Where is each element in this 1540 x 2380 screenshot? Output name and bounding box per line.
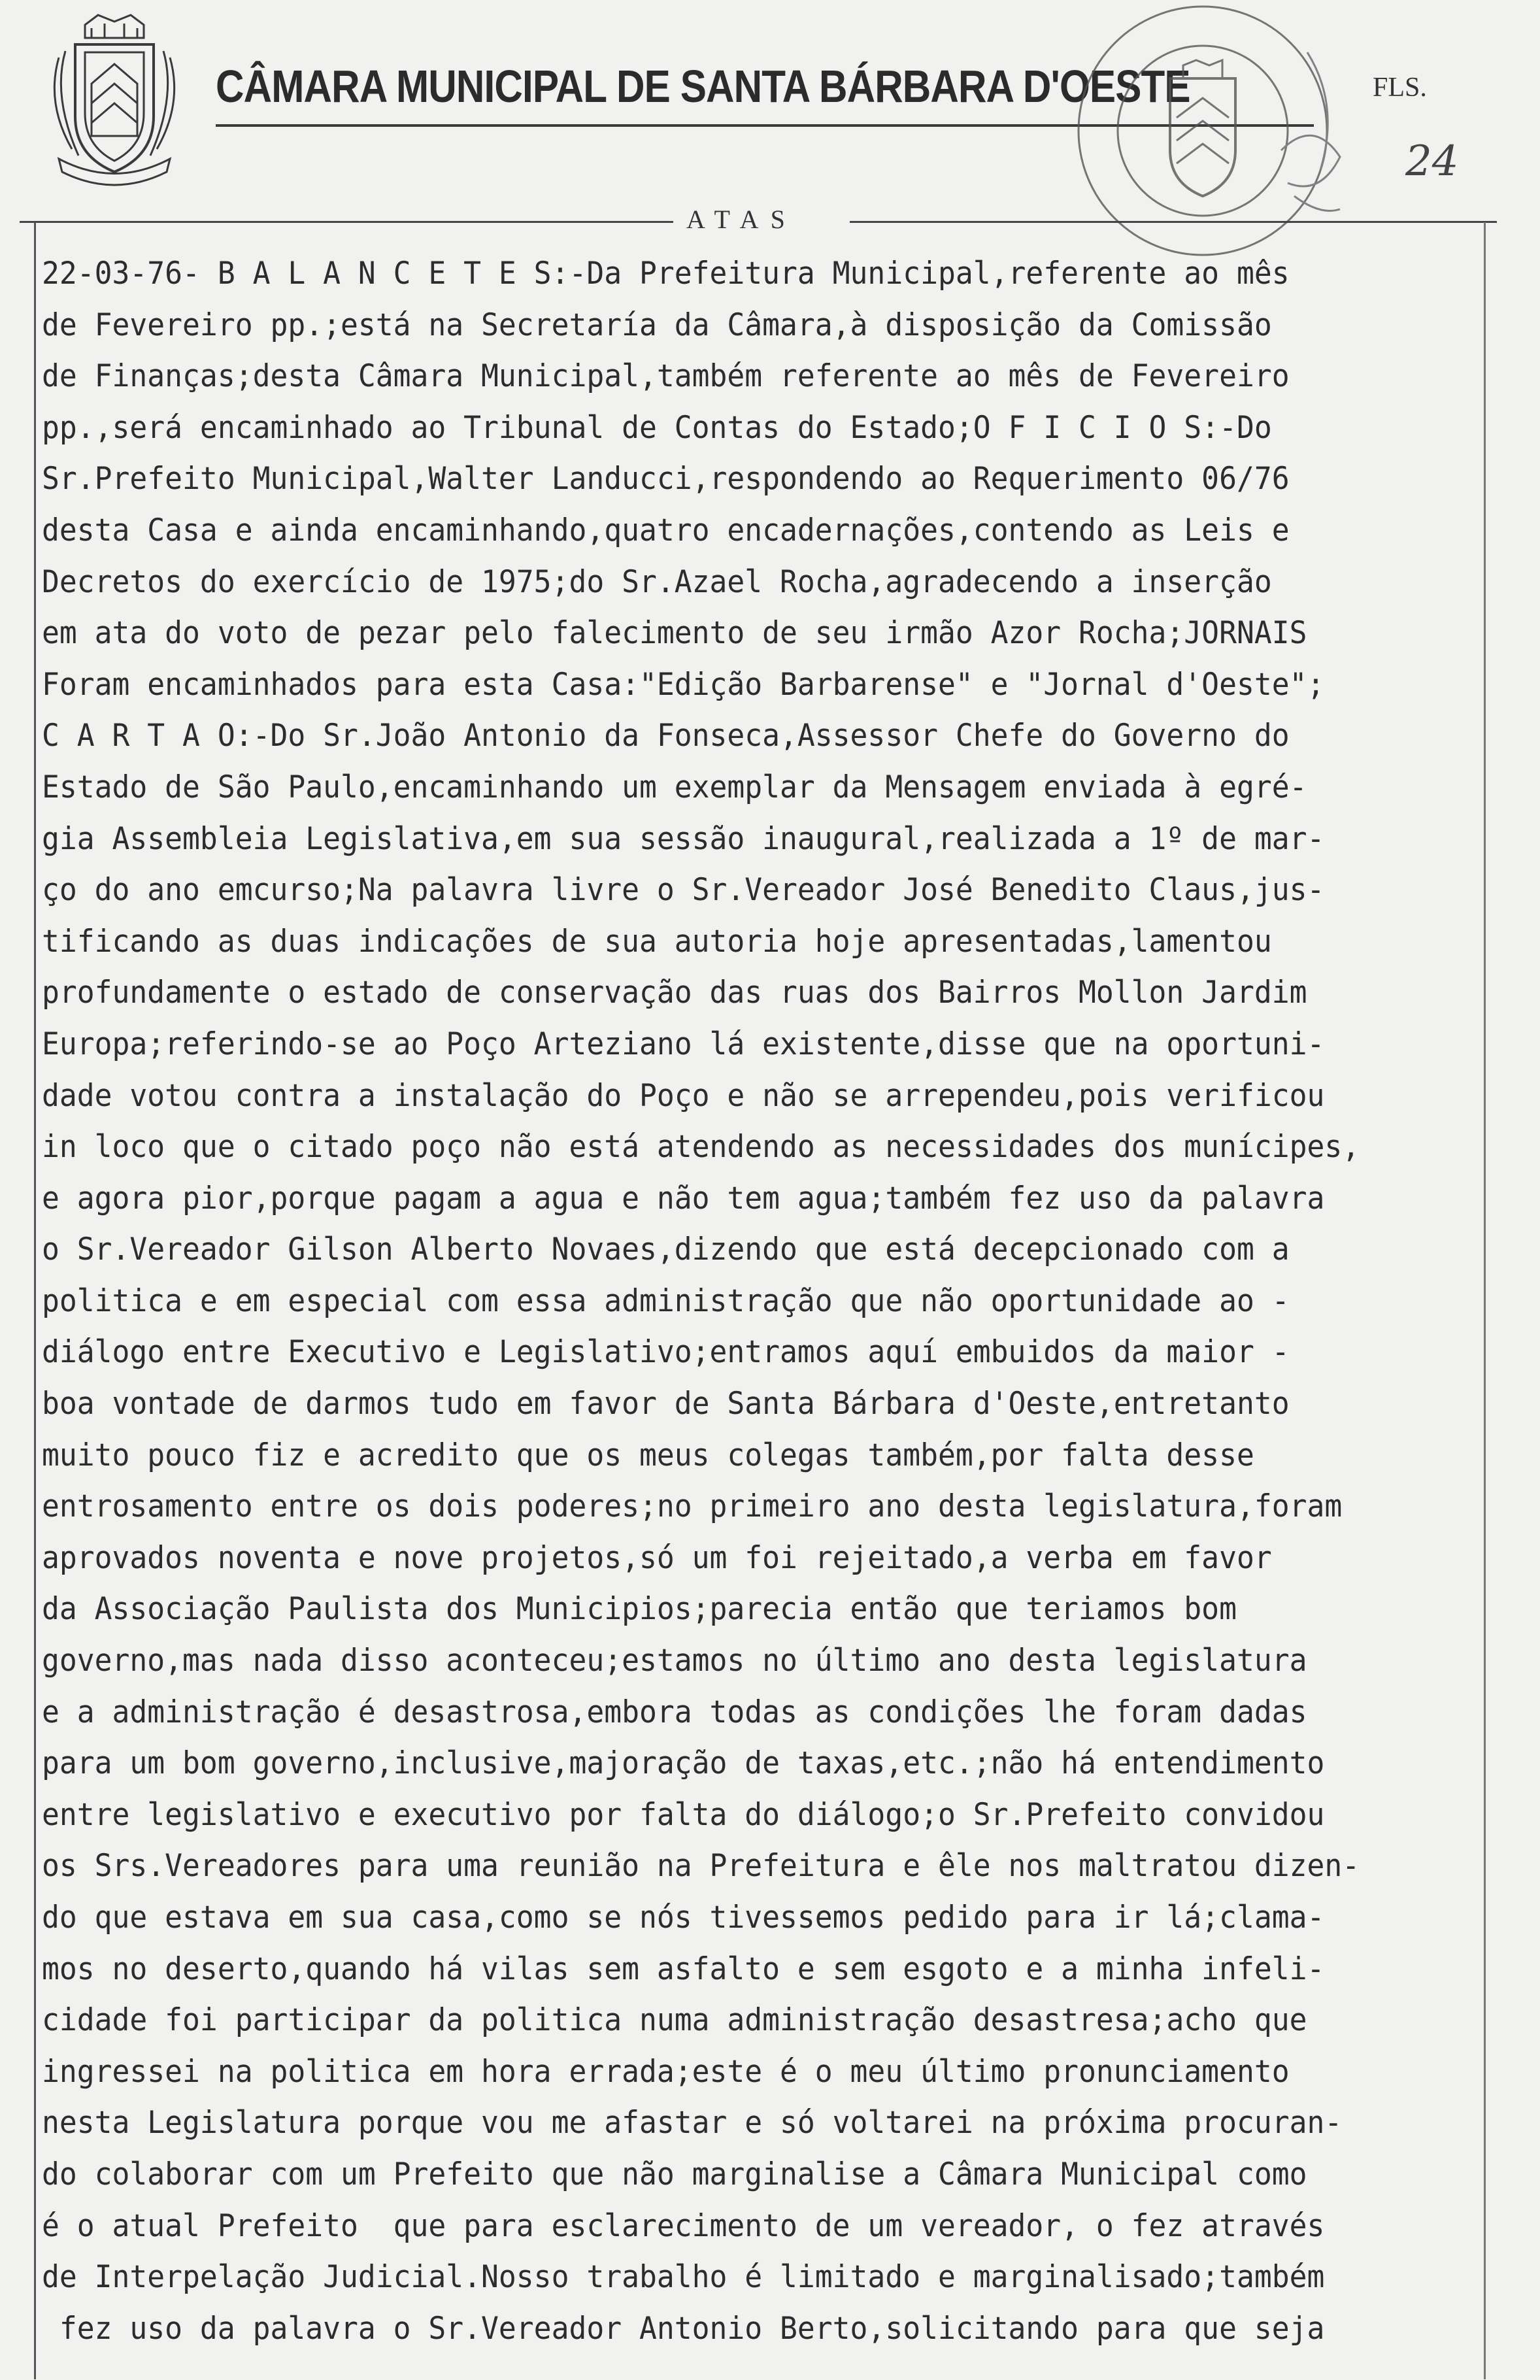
text-line — [42, 403, 1486, 454]
text-line-content: gia Assembleia Legislativa,em sua sessão inaugural,realizada a 1º de mar- — [42, 820, 1325, 857]
text-line — [42, 1327, 1486, 1379]
text-line-content: os Srs.Vereadores para uma reunião na Prefeitura e êle nos maltratou dizen- — [42, 1848, 1360, 1885]
text-line — [42, 2098, 1486, 2149]
section-title: ATAS — [686, 205, 797, 234]
text-line — [42, 2149, 1486, 2201]
section-rule-right — [850, 221, 1497, 223]
text-line-content: o Sr.Vereador Gilson Alberto Novaes,dizendo que está decepcionado com a — [42, 1232, 1290, 1268]
folio-number: 24 — [1405, 137, 1459, 186]
text-line-content: muito pouco fiz e acredito que os meus colegas também,por falta desse — [42, 1437, 1254, 1473]
text-line-content: in loco que o citado poço não está atendendo as necessidades dos munícipes, — [42, 1129, 1360, 1165]
text-line — [42, 1019, 1486, 1071]
text-line — [42, 2304, 1486, 2355]
text-line-content: Estado de São Paulo,encaminhando um exemplar da Mensagem enviada à egré- — [42, 769, 1307, 805]
text-line-content: fez uso da palavra o Sr.Vereador Antonio Berto,solicitando para que seja — [42, 2310, 1325, 2347]
text-line — [42, 505, 1486, 557]
text-line — [42, 1481, 1486, 1533]
text-line-content: é o atual Prefeito que para esclarecimento de um vereador, o fez através — [42, 2207, 1325, 2244]
text-line — [42, 814, 1486, 865]
text-line — [42, 660, 1486, 711]
text-line-content: ço do ano emcurso;Na palavra livre o Sr.Vereador José Benedito Claus,jus- — [42, 872, 1325, 909]
text-line-content: politica e em especial com essa administração que não oportunidade ao - — [42, 1282, 1290, 1319]
text-line — [42, 967, 1486, 1019]
text-line — [42, 711, 1486, 762]
text-line-content: cidade foi participar da politica numa administração desastresa;acho que — [42, 2002, 1307, 2039]
text-line-content: aprovados noventa e nove projetos,só um foi rejeitado,a verba em favor — [42, 1539, 1272, 1576]
text-line — [42, 1892, 1486, 1944]
text-line-content: pp.,será encaminhado ao Tribunal de Contas do Estado;O F I C I O S:-Do — [42, 409, 1272, 446]
text-line — [42, 1276, 1486, 1328]
text-line — [42, 300, 1486, 352]
municipal-crest-icon — [39, 12, 190, 188]
folio-label: FLS. — [1373, 73, 1427, 103]
text-line-content: dade votou contra a instalação do Poço e não se arrependeu,pois verificou — [42, 1077, 1325, 1114]
text-line-content: nesta Legislatura porque vou me afastar e só voltarei na próxima procuran- — [42, 2105, 1343, 2141]
text-line-content: em ata do voto de pezar pelo falecimento de seu irmão Azor Rocha;JORNAIS — [42, 615, 1307, 652]
official-stamp-icon — [1033, 0, 1373, 275]
text-line-content: do colaborar com um Prefeito que não marginalise a Câmara Municipal como — [42, 2156, 1307, 2192]
text-line-content: 22-03-76- B A L A N C E T E S:-Da Prefeitura Municipal,referente ao mês — [42, 256, 1290, 292]
text-line-content: Foram encaminhados para esta Casa:"Edição Barbarense" e "Jornal d'Oeste"; — [42, 666, 1325, 703]
text-line-content: desta Casa e ainda encaminhando,quatro encadernações,contendo as Leis e — [42, 512, 1290, 548]
text-line — [42, 2047, 1486, 2098]
text-line — [42, 608, 1486, 660]
text-line — [42, 351, 1486, 403]
text-line — [42, 916, 1486, 968]
text-line-content: de Interpelação Judicial.Nosso trabalho é limitado e marginalisado;também — [42, 2259, 1325, 2296]
text-line-content: profundamente o estado de conservação das ruas dos Bairros Mollon Jardim — [42, 975, 1307, 1011]
section-rule-left — [20, 221, 673, 223]
text-line — [42, 762, 1486, 814]
text-line-content: Europa;referindo-se ao Poço Arteziano lá existente,disse que na oportuni- — [42, 1026, 1325, 1062]
left-margin-rule — [34, 222, 36, 2379]
text-line-content: de Finanças;desta Câmara Municipal,também referente ao mês de Fevereiro — [42, 358, 1290, 395]
text-line — [42, 865, 1486, 916]
text-line — [42, 1584, 1486, 1635]
text-line — [42, 1533, 1486, 1584]
text-line-content: da Associação Paulista dos Municipios;parecia então que teriamos bom — [42, 1591, 1237, 1628]
text-line — [42, 1635, 1486, 1687]
text-line — [42, 1841, 1486, 1892]
text-line — [42, 1224, 1486, 1276]
text-line — [42, 1738, 1486, 1790]
text-line-content: ingressei na politica em hora errada;este é o meu último pronunciamento — [42, 2053, 1290, 2090]
text-line-content: entrosamento entre os dois poderes;no primeiro ano desta legislatura,foram — [42, 1488, 1343, 1525]
text-line-content: de Fevereiro pp.;está na Secretaría da Câmara,à disposição da Comissão — [42, 307, 1272, 343]
text-line — [42, 1173, 1486, 1225]
text-line — [42, 2252, 1486, 2304]
text-line — [42, 248, 1486, 300]
text-line — [42, 1995, 1486, 2047]
text-line-content: governo,mas nada disso aconteceu;estamos no último ano desta legislatura — [42, 1643, 1307, 1679]
text-line — [42, 454, 1486, 505]
text-line-content: do que estava em sua casa,como se nós tivessemos pedido para ir lá;clama- — [42, 1900, 1325, 1936]
text-line-content: e agora pior,porque pagam a agua e não tem agua;também fez uso da palavra — [42, 1180, 1325, 1216]
text-line-content: para um bom governo,inclusive,majoração de taxas,etc.;não há entendimento — [42, 1745, 1325, 1782]
text-line-content: C A R T A O:-Do Sr.João Antonio da Fonseca,Assessor Chefe do Governo do — [42, 718, 1290, 754]
text-line-content: Sr.Prefeito Municipal,Walter Landucci,respondendo ao Requerimento 06/76 — [42, 461, 1290, 497]
text-line-content: tificando as duas indicações de sua autoria hoje apresentadas,lamentou — [42, 923, 1272, 960]
text-line — [42, 1944, 1486, 1996]
text-line — [42, 1790, 1486, 1841]
text-line-content: diálogo entre Executivo e Legislativo;entramos aquí embuidos da maior - — [42, 1334, 1290, 1371]
minutes-body — [42, 248, 1486, 2355]
text-line — [42, 1379, 1486, 1430]
text-line — [42, 1430, 1486, 1482]
text-line-content: mos no deserto,quando há vilas sem asfalto e sem esgoto e a minha infeli- — [42, 1951, 1325, 1987]
text-line-content: e a administração é desastrosa,embora todas as condições lhe foram dadas — [42, 1694, 1307, 1730]
text-line-content: entre legislativo e executivo por falta do diálogo;o Sr.Prefeito convidou — [42, 1796, 1325, 1833]
text-line — [42, 1071, 1486, 1122]
text-line — [42, 2201, 1486, 2253]
text-line — [42, 557, 1486, 609]
header-title: CÂMARA MUNICIPAL DE SANTA BÁRBARA D'OESTE — [216, 61, 1190, 112]
text-line-content: boa vontade de darmos tudo em favor de Santa Bárbara d'Oeste,entretanto — [42, 1386, 1290, 1422]
text-line — [42, 1687, 1486, 1739]
text-line — [42, 1122, 1486, 1173]
text-line-content: Decretos do exercício de 1975;do Sr.Azael Rocha,agradecendo a inserção — [42, 563, 1272, 600]
